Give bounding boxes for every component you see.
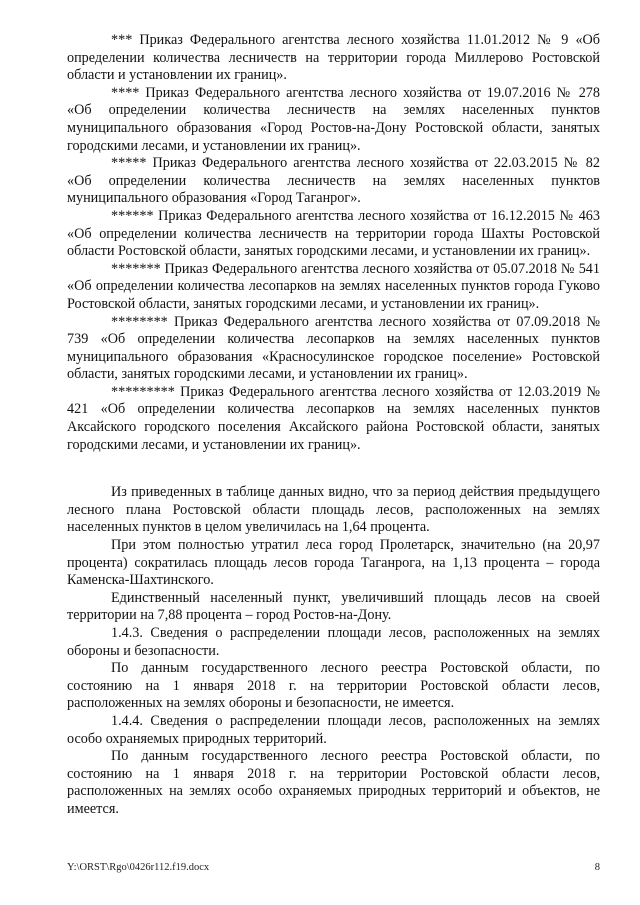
paragraph-protected-lands: По данным государственного лесного реестра Ростовской области, по состоянию на 1 января 2018 г. на территории Ростовской области лесов, расположенных на землях особо охраняемых природных территорий и объектов, не имеется. xyxy=(67,748,600,817)
footnote-7: ********* Приказ Федерального агентства лесного хозяйства от 12.03.2019 № 421 «Об определении количества лесопарков на землях населенных пунктов Аксайского городского поселения Аксайского района Ростовской области, занятых городскими лесами, и установлении их границ». xyxy=(67,383,600,453)
footnote-3: ***** Приказ Федерального агентства лесного хозяйства от 22.03.2015 № 82 «Об определении количества лесничеств на землях населенных пунктов муниципального образования «Город Таганрог». xyxy=(67,155,600,207)
page-content xyxy=(67,32,600,819)
footer-file-path: Y:\ORST\Rgo\0426r112.f19.docx xyxy=(67,862,210,873)
section-heading-1-4-4: 1.4.4. Сведения о распределении площади лесов, расположенных на землях особо охраняемых природных территорий. xyxy=(67,712,600,747)
footnote-6: ******** Приказ Федерального агентства лесного хозяйства от 07.09.2018 № 739 «Об определении количества лесопарков на землях населенных пунктов муниципального образования «Красносулинское городское поселение» Ростовской области, занятых городскими лесами, и установлении их границ». xyxy=(67,313,600,383)
paragraph-proletarsk: При этом полностью утратил леса город Пролетарск, значительно (на 20,97 процента) сократилась площадь лесов города Таганрога, на 1,13 процента – города Каменска-Шахтинского. xyxy=(67,537,600,589)
paragraph-summary: Из приведенных в таблице данных видно, что за период действия предыдущего лесного плана Ростовской области площадь лесов, расположенных на землях населенных пунктов в целом увеличилась на 1,64 процента. xyxy=(67,484,600,536)
footnote-5: ******* Приказ Федерального агентства лесного хозяйства от 05.07.2018 № 541 «Об определении количества лесопарков на землях населенных пунктов города Гуково Ростовской области, занятых городскими лесами, и установлении их границ». xyxy=(67,260,600,312)
footnote-2: **** Приказ Федерального агентства лесного хозяйства от 19.07.2016 № 278 «Об определении количества лесничеств на землях населенных пунктов муниципального образования «Город Ростов-на-Дону Ростовской области, занятых городскими лесами, и установлении их границ». xyxy=(67,84,600,154)
footnotes-block xyxy=(67,32,600,454)
body-text xyxy=(67,484,600,818)
section-gap xyxy=(67,454,600,484)
section-heading-1-4-3: 1.4.3. Сведения о распределении площади лесов, расположенных на землях обороны и безопасности. xyxy=(67,625,600,659)
paragraph-rostov: Единственный населенный пункт, увеличивший площадь лесов на своей территории на 7,88 процента – город Ростов-на-Дону. xyxy=(67,589,600,624)
footnote-4: ****** Приказ Федерального агентства лесного хозяйства от 16.12.2015 № 463 «Об определении количества лесничеств на территории города Шахты Ростовской области Ростовской области, занятых городскими лесами, и установлении их границ». xyxy=(67,207,600,260)
footnote-1: *** Приказ Федерального агентства лесного хозяйства 11.01.2012 № 9 «Об определении количества лесничеств на территории города Миллерово Ростовской области и установлении их границ». xyxy=(67,32,600,84)
page-number: 8 xyxy=(594,862,600,873)
paragraph-defense-lands: По данным государственного лесного реестра Ростовской области, по состоянию на 1 января 2018 г. на территории Ростовской области лесов, расположенных на землях обороны и безопасности, не имеется. xyxy=(67,660,600,712)
